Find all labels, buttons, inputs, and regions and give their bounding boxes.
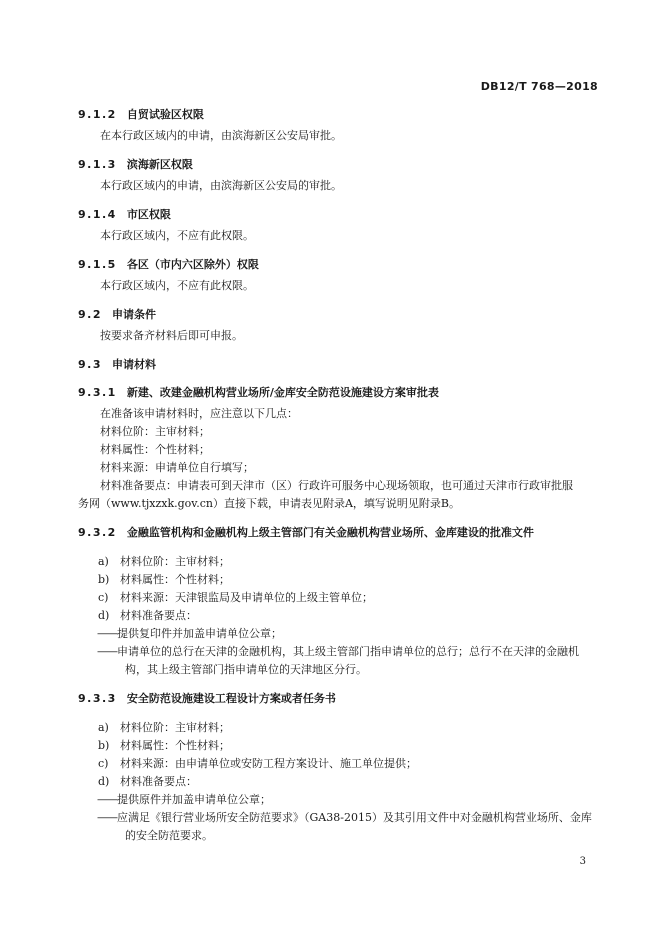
section-heading-9-3-3 xyxy=(78,691,598,707)
section-heading-9-3-2 xyxy=(78,525,598,541)
paragraph: 材料属性：个性材料； xyxy=(100,443,210,456)
section-title: 滨海新区权限 xyxy=(126,158,193,171)
section-title: 金融监管机构和金融机构上级主管部门有关金融机构营业场所、金库建设的批准文件 xyxy=(126,526,534,539)
section-number: 9.2 xyxy=(78,308,102,321)
list-item-text: 材料属性：个性材料； xyxy=(120,739,230,752)
list-item-text: 材料位阶：主审材料； xyxy=(120,555,230,568)
paragraph: 材料准备要点：申请表可到天津市（区）行政许可服务中心现场领取，也可通过天津市行政审批服 xyxy=(100,479,573,492)
list-item-text: 材料来源：由申请单位或安防工程方案设计、施工单位提供； xyxy=(120,757,417,770)
dash-item-text: 申请单位的总行在天津的金融机构，其上级主管部门指申请单位的总行；总行不在天津的金融机构，其上级主管部门指申请单位的天津地区分行。 xyxy=(117,645,579,676)
paragraph: 材料位阶：主审材料； xyxy=(100,425,210,438)
dash-marker: —— xyxy=(97,645,117,658)
dash-marker: —— xyxy=(97,793,117,806)
list-marker: d) xyxy=(98,609,110,622)
list-marker: c) xyxy=(98,757,109,770)
dash-marker: —— xyxy=(97,811,117,824)
dash-item xyxy=(78,643,598,679)
list-item-text: 材料来源：天津银监局及申请单位的上级主管单位； xyxy=(120,591,373,604)
section-heading-9-1-3 xyxy=(78,157,598,173)
section-title: 新建、改建金融机构营业场所/金库安全防范设施建设方案审批表 xyxy=(126,386,439,399)
list-item xyxy=(98,589,598,607)
section-heading-9-2 xyxy=(78,307,598,323)
paragraph: 在准备该申请材料时，应注意以下几点： xyxy=(100,407,298,420)
section-number: 9.3 xyxy=(78,358,102,371)
list-item-text: 材料位阶：主审材料； xyxy=(120,721,230,734)
list-item xyxy=(98,571,598,589)
list-item xyxy=(98,607,598,625)
section-title: 申请条件 xyxy=(112,308,156,321)
dash-item xyxy=(78,791,598,809)
list-item-text: 材料准备要点： xyxy=(120,609,197,622)
section-number: 9.1.3 xyxy=(78,158,117,171)
section-title: 申请材料 xyxy=(112,358,156,371)
item-list xyxy=(78,553,598,625)
section-number: 9.3.1 xyxy=(78,386,117,399)
item-list xyxy=(78,719,598,791)
list-item xyxy=(98,719,598,737)
section-heading-9-3-1 xyxy=(78,385,598,401)
dash-item xyxy=(78,625,598,643)
paragraph: 按要求备齐材料后即可申报。 xyxy=(100,329,243,342)
list-item xyxy=(98,755,598,773)
paragraph: 本行政区域内，不应有此权限。 xyxy=(100,229,254,242)
document-body xyxy=(78,107,598,845)
list-marker: c) xyxy=(98,591,109,604)
section-title: 安全防范设施建设工程设计方案或者任务书 xyxy=(126,692,336,705)
list-marker: a) xyxy=(98,555,109,568)
list-marker: a) xyxy=(98,721,109,734)
dash-marker: —— xyxy=(97,627,117,640)
list-marker: d) xyxy=(98,775,110,788)
paragraph: 材料来源：申请单位自行填写； xyxy=(100,461,254,474)
paragraph: 在本行政区域内的申请，由滨海新区公安局审批。 xyxy=(100,129,342,142)
paragraph: 本行政区域内，不应有此权限。 xyxy=(100,279,254,292)
standard-code: DB12/T 768—2018 xyxy=(480,80,598,93)
dash-item-text: 应满足《银行营业场所安全防范要求》（GA38-2015）及其引用文件中对金融机构营业场所、金库的安全防范要求。 xyxy=(117,811,592,842)
dash-item-text: 提供复印件并加盖申请单位公章； xyxy=(117,627,282,640)
section-title: 自贸试验区权限 xyxy=(126,108,204,121)
dash-item xyxy=(78,809,598,845)
list-item xyxy=(98,553,598,571)
list-item xyxy=(98,737,598,755)
section-heading-9-1-4 xyxy=(78,207,598,223)
section-heading-9-1-5 xyxy=(78,257,598,273)
page-number: 3 xyxy=(579,856,586,867)
list-item-text: 材料准备要点： xyxy=(120,775,197,788)
list-marker: b) xyxy=(98,739,110,752)
section-number: 9.1.5 xyxy=(78,258,117,271)
section-number: 9.3.3 xyxy=(78,692,117,705)
section-number: 9.3.2 xyxy=(78,526,117,539)
list-marker: b) xyxy=(98,573,110,586)
list-item xyxy=(98,773,598,791)
section-number: 9.1.4 xyxy=(78,208,117,221)
section-title: 各区（市内六区除外）权限 xyxy=(126,258,259,271)
section-heading-9-1-2 xyxy=(78,107,598,123)
section-heading-9-3 xyxy=(78,357,598,373)
paragraph: 本行政区域内的申请，由滨海新区公安局的审批。 xyxy=(100,179,342,192)
paragraph-continued: 务网（www.tjxzxk.gov.cn）直接下载，申请表见附录A，填写说明见附录B。 xyxy=(78,497,460,510)
list-item-text: 材料属性：个性材料； xyxy=(120,573,230,586)
section-title: 市区权限 xyxy=(126,208,171,221)
dash-item-text: 提供原件并加盖申请单位公章； xyxy=(117,793,271,806)
section-number: 9.1.2 xyxy=(78,108,117,121)
